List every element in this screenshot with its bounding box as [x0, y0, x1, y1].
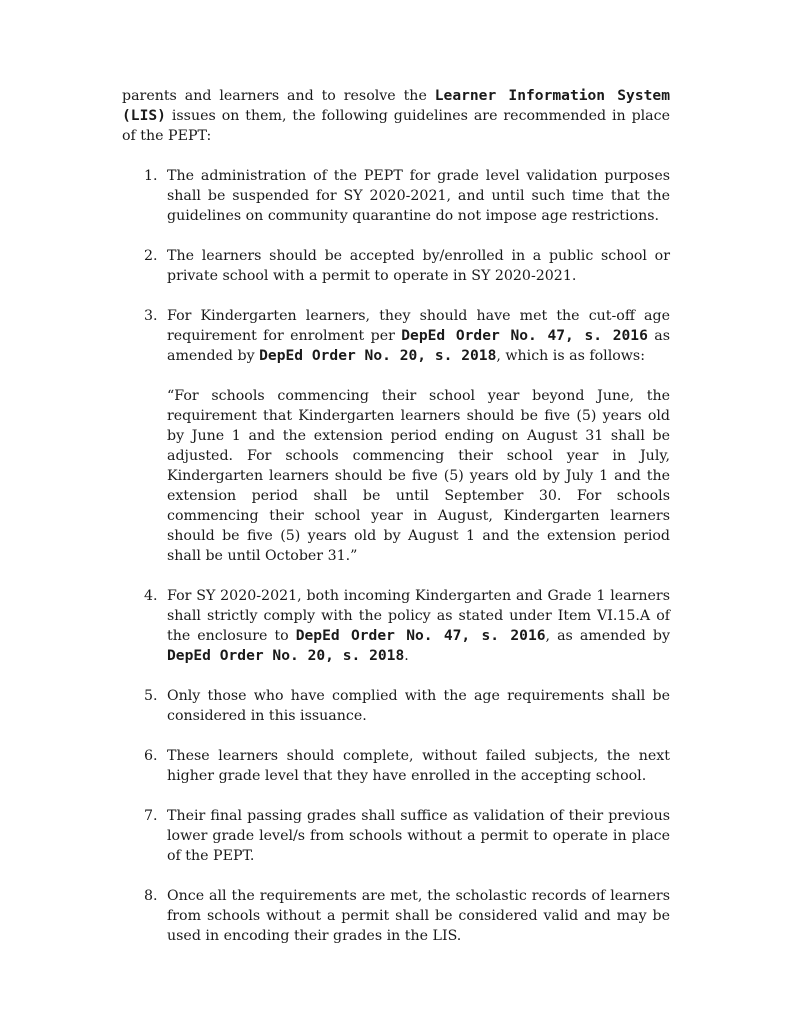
item-text: Once all the requirements are met, the scholastic records of learners from schools without a permit shall be considered valid and may be used in encoding their grades in the LIS. — [167, 888, 670, 944]
intro-bold-lis: Learner Information System (LIS) — [122, 87, 670, 124]
item-number: 4. — [144, 588, 158, 604]
item-number: 7. — [144, 808, 158, 824]
item-text-part-1: For Kindergarten learners, they should have met the cut-off age requirement for enrolment per — [167, 308, 670, 344]
item-number: 5. — [144, 688, 158, 704]
document-page — [122, 86, 670, 966]
guideline-item-5 — [122, 686, 670, 726]
deped-order-47-ref: DepEd Order No. 47, s. 2016 — [401, 327, 648, 344]
item-text: Their final passing grades shall suffice as validation of their previous lower grade level/s from schools without a permit to operate in place of the PEPT. — [167, 808, 670, 864]
item-number: 1. — [144, 168, 158, 184]
guideline-item-6 — [122, 746, 670, 786]
item-text: The learners should be accepted by/enrolled in a public school or private school with a permit to operate in SY 2020-2021. — [167, 248, 670, 284]
item-text-part-3: . — [404, 648, 409, 664]
item-text-part-1: For SY 2020-2021, both incoming Kindergarten and Grade 1 learners shall strictly comply with the policy as stated under Item VI.15.A of the enclosure to — [167, 588, 670, 644]
deped-order-20-ref: DepEd Order No. 20, s. 2018 — [167, 647, 405, 664]
item-number: 2. — [144, 248, 158, 264]
item-text: The administration of the PEPT for grade level validation purposes shall be suspended for SY 2020-2021, and until such time that the guidelines on community quarantine do not impose age restrictions. — [167, 168, 670, 224]
guideline-item-1 — [122, 166, 670, 226]
item-text-part-3: , which is as follows: — [496, 348, 645, 364]
item-text: Only those who have complied with the age requirements shall be considered in this issuance. — [167, 688, 670, 724]
quoted-policy: “For schools commencing their school year beyond June, the requirement that Kindergarten learners should be five (5) years old by June 1 and the extension period ending on August 31 shall be adjusted. For schools commencing their school year in July, Kindergarten learners should be five (5) years old by July 1 and the extension period shall be until September 30. For schools commencing their school year in August, Kindergarten learners should be five (5) years old by August 1 and the extension period shall be until October 31.” — [167, 388, 670, 564]
item-text: These learners should complete, without failed subjects, the next higher grade level that they have enrolled in the accepting school. — [167, 748, 670, 784]
item-text — [167, 306, 670, 366]
guidelines-list — [122, 166, 670, 946]
guideline-item-3 — [122, 306, 670, 566]
guideline-item-4 — [122, 586, 670, 666]
item-text-part-2: as amended by — [167, 328, 670, 364]
item-number: 8. — [144, 888, 158, 904]
intro-paragraph — [122, 86, 670, 146]
intro-text-1: parents and learners and to resolve the — [122, 88, 435, 104]
intro-text-2: issues on them, the following guidelines are recommended in place of the PEPT: — [122, 108, 670, 144]
guideline-item-8 — [122, 886, 670, 946]
item-number: 3. — [144, 308, 158, 324]
deped-order-47-ref: DepEd Order No. 47, s. 2016 — [295, 627, 546, 644]
item-text-part-2: , as amended by — [545, 628, 670, 644]
deped-order-20-ref: DepEd Order No. 20, s. 2018 — [259, 347, 497, 364]
guideline-item-7 — [122, 806, 670, 866]
guideline-item-2 — [122, 246, 670, 286]
item-text — [167, 586, 670, 666]
item-number: 6. — [144, 748, 158, 764]
